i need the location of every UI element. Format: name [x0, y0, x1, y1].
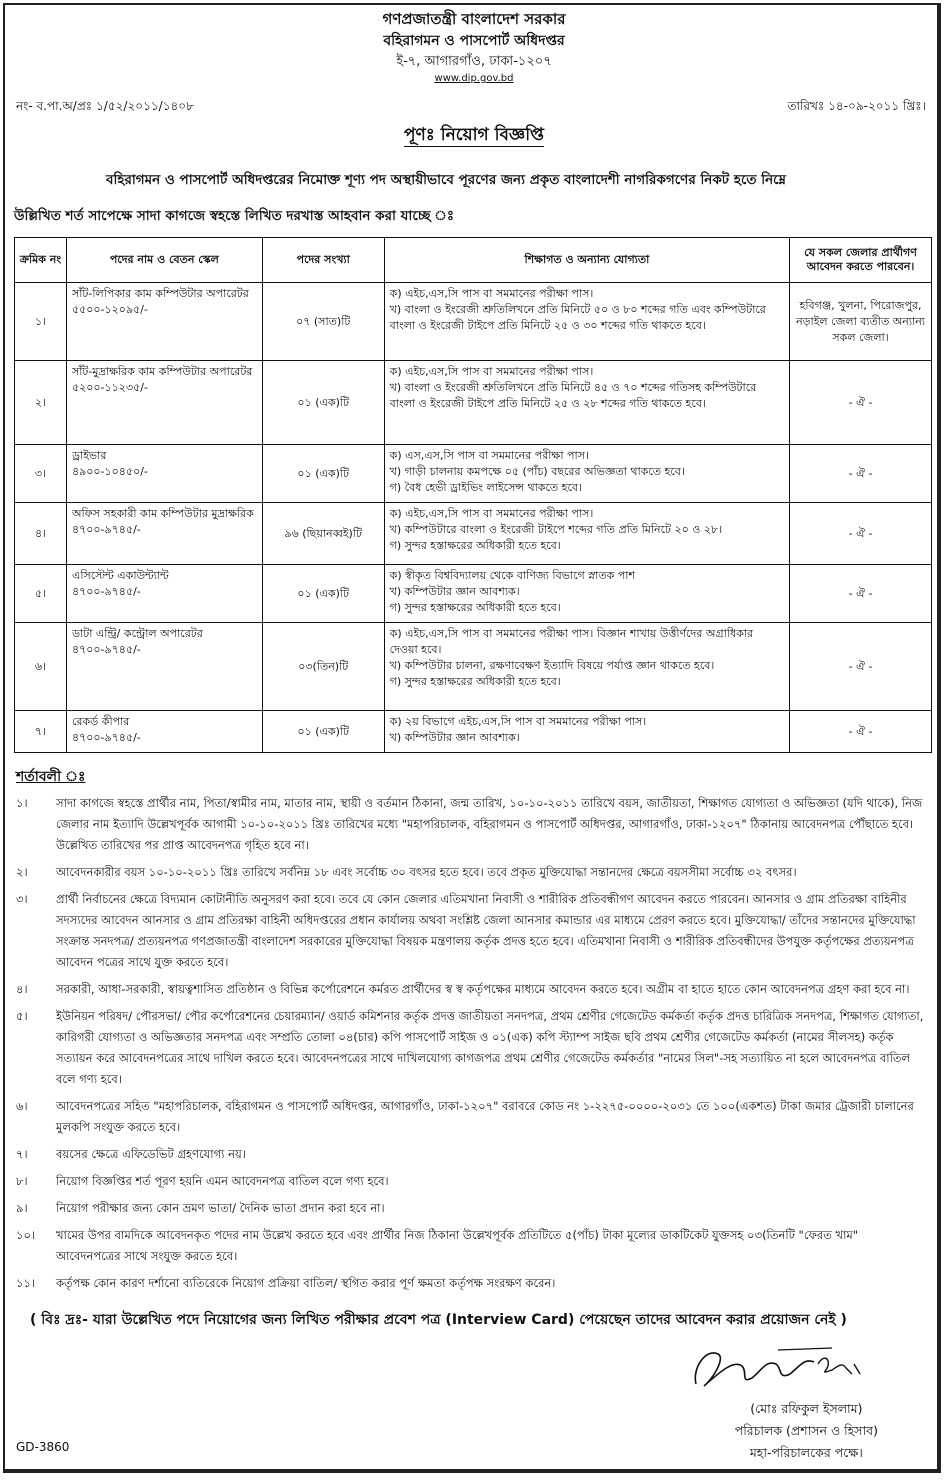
qualification-item: ক) এইচ,এস,সি পাস বা সমমানের পরীক্ষা পাস। বিজ্ঞান শাখায় উত্তীর্ণদের অগ্রাধিকার দেওয়া হবে। [389, 627, 754, 656]
row-post [66, 565, 262, 623]
qualification-item: খ) গাড়ী চালনায় কমপক্ষে ০৫ (পাঁচ) বছরের অভিজ্ঞতা থাকতে হবে। [389, 465, 685, 478]
conditions-heading: শর্তাবলী ঃ [16, 769, 86, 785]
row-post [66, 503, 262, 565]
qualification-item: ক) ২য় বিভাগে এইচ,এস,সি পাস বা সমমানের পরীক্ষা পাস। [389, 715, 647, 728]
condition-item [0, 1096, 948, 1138]
row-serial: ৫। [15, 565, 67, 623]
row-qualification [384, 711, 789, 753]
qualification-item: ক) এইচ,এস,সি পাস বা সমমানের পরীক্ষা পাস। [389, 507, 594, 520]
condition-text: সরকারী, আধা-সরকারী, স্বায়ত্বশাসিত প্রতিষ্ঠান ও বিভিন্ন কর্পোরেশনে কর্মরত প্রার্থীদের স্ব স্ব কর্তৃপক্ষের মাধ্যমে আবেদন করতে হবে। অগ্রীম বা হাতে হাতে কোন আবেদনপত্র গ্রহণ করা হবে না। [56, 982, 910, 996]
qualification-item: খ) বাংলা ও ইংরেজী শ্রুতিলিখনে প্রতি মিনিটে ৫০ ও ৮০ শব্দের গতি এবং কম্পিউটারে বাংলা ও ইংরেজী টাইপে প্রতি মিনিটে ২৫ ও ৩০ শব্দের গতি থাকতে হবে। [389, 303, 766, 332]
memo-number: নং- ব.পা.অ/প্রঃ ১/৫২/২০১১/১৪০৮ [16, 99, 194, 113]
pay-scale: ৫৫০০-১২০৯৫/- [71, 303, 148, 316]
condition-text: খামের উপর বামদিকে আবেদনকৃত পদের নাম উল্লেখ করতে হবে এবং প্রার্থীর নিজ ঠিকানা উল্লেখপূর্বক প্রতিটিতে ৫(পাঁচ) টাকা মূল্যের ডাকটিকেট যুক্তসহ ০৩(তিনটি "ফেরত খাম" আবেদনপত্রের সাথে সংযুক্ত করতে হবে। [56, 1228, 859, 1263]
post-name: ড্রাইভার [71, 449, 107, 462]
col-header-qualification: শিক্ষাগত ও অন্যান্য যোগ্যতা [384, 238, 789, 283]
condition-number: ৩। [16, 892, 28, 906]
condition-item [0, 1171, 948, 1192]
col-header-post: পদের নাম ও বেতন স্কেল [66, 238, 262, 283]
qualification-item: খ) কম্পিউটারে বাংলা ও ইংরেজী টাইপে শব্দের গতি প্রতি মিনিটে ২০ ও ২৮। [389, 523, 723, 536]
pay-scale: ৫২০০-১১২৩৫/- [71, 381, 148, 394]
government-name: গণপ্রজাতন্ত্রী বাংলাদেশ সরকার [382, 10, 566, 28]
condition-text: প্রার্থী নির্বাচনের ক্ষেত্রে বিদ্যমান কোটানীতি অনুসরণ করা হবে। তবে যে কোন জেলার এতিমখানা নিবাসী ও শারীরিক প্রতিবন্ধীগণ আবেদন করতে পারবেন। আনসার ও গ্রাম প্রতিরক্ষা বাহিনীর সদস্যদের আবেদন আনসার ও গ্রাম প্রতিরক্ষা বাহিনী অধিদপ্তরের প্রধান কার্যালয় অথবা সংশ্লিষ্ট জেলা আনসার কমান্ডার এর মাধ্যমে প্রেরণ করতে হবে। মুক্তিযোদ্ধা/ তাঁদের সন্তানদের মুক্তিযোদ্ধা সংক্রান্ত সনদপত্র/ প্রত্যয়নপত্র গণপ্রজাতন্ত্রী বাংলাদেশ সরকারের মুক্তিযোদ্ধা বিষয়ক মন্ত্রণালয় কর্তৃক প্রদত্ত হতে হবে। এতিমখানা নিবাসী ও শারীরিক প্রতিবন্ধীদের উপযুক্ত কর্তৃপক্ষের প্রত্যয়নপত্র আবেদন পত্রের সাথে যুক্ত করতে হবে। [56, 892, 916, 969]
pay-scale: ৪৯০০-১০৪৫০/- [71, 465, 148, 478]
condition-number: ৬। [16, 1099, 28, 1113]
row-serial: ১। [15, 283, 67, 361]
condition-item [0, 979, 948, 1000]
row-count: ৯৬ (ছিয়ানব্বই)টি [262, 503, 384, 565]
condition-item [0, 1006, 948, 1090]
signatory-on-behalf: মহা-পরিচালকের পক্ষে। [749, 1445, 863, 1460]
row-serial: ৭। [15, 711, 67, 753]
table-header-row [15, 238, 932, 283]
row-post [66, 361, 262, 445]
col-header-count: পদের সংখ্যা [262, 238, 384, 283]
intro-paragraph [14, 162, 932, 234]
row-post [66, 623, 262, 711]
condition-text: বয়সের ক্ষেত্রে এফিডেভিট গ্রহণযোগ্য নয়। [56, 1147, 246, 1161]
row-count: ০১ (এক)টি [262, 711, 384, 753]
department-address: ই-৭, আগারগাঁও, ঢাকা-১২০৭ [396, 54, 552, 69]
condition-number: ৪। [16, 982, 28, 996]
department-name: বহিরাগমন ও পাসপোর্ট অধিদপ্তর [383, 33, 565, 49]
condition-number: ২। [16, 865, 28, 879]
qualification-item: খ) কম্পিউটার জ্ঞান আবশ্যক। [389, 585, 520, 598]
row-count: ০১ (এক)টি [262, 445, 384, 503]
conditions-list [0, 793, 948, 1300]
condition-item [0, 862, 948, 883]
condition-item [0, 1144, 948, 1165]
row-qualification [384, 283, 789, 361]
row-district: - ঐ - [790, 623, 932, 711]
qualification-item: ক) এইচ,এস,সি পাস বা সমমানের পরীক্ষা পাস। [389, 365, 594, 378]
row-qualification [384, 445, 789, 503]
qualification-item: ক) এইচ,এস,সি পাস বা সমমানের পরীক্ষা পাস। [389, 287, 594, 300]
qualification-item: খ) বাংলা ও ইংরেজী শ্রুতিলিখনে প্রতি মিনিটে ৪৫ ও ৭০ শব্দের গতিসহ কম্পিউটারে বাংলা ও ইংরেজী টাইপে প্রতি মিনিটে ২৫ ও ২৮ শব্দের গতি থাকতে হবে। [389, 381, 757, 410]
condition-number: ৯। [16, 1201, 28, 1215]
col-header-district: যে সকল জেলার প্রার্থীগণ আবেদন করতে পারবেন। [790, 238, 932, 283]
letterhead [0, 8, 948, 86]
row-district: হবিগঞ্জ, খুলনা, পিরোজপুর, নড়াইল জেলা ব্যতীত অন্যান্য সকল জেলা। [790, 283, 932, 361]
row-qualification [384, 361, 789, 445]
vacancy-table [14, 237, 932, 753]
condition-text: নিয়োগ বিজ্ঞপ্তির শর্ত পূরণ হয়নি এমন আবেদনপত্র বাতিল বলে গণ্য হবে। [56, 1174, 389, 1188]
row-count: ০১ (এক)টি [262, 565, 384, 623]
table-row [15, 623, 932, 711]
row-count: ০৩(তিন)টি [262, 623, 384, 711]
issue-date: তারিখঃ ১৪-০৯-২০১১ খ্রিঃ। [787, 99, 926, 113]
qualification-item: গ) সুন্দর হস্তাক্ষরের অধিকারী হতে হবে। [389, 675, 561, 688]
condition-text: আবেদনকারীর বয়স ১০-১০-২০১১ খ্রিঃ তারিখে সর্বনিম্ন ১৮ এবং সর্বোচ্চ ৩০ বৎসর হতে হবে। তবে প্রকৃত মুক্তিযোদ্ধা সন্তানদের ক্ষেত্রে বয়সসীমা সর্বোচ্চ ৩২ বৎসর। [56, 865, 797, 879]
post-name: সাঁট-লিপিকার কাম কম্পিউটার অপারেটর [71, 287, 249, 300]
condition-text: কর্তৃপক্ষ কোন কারণ দর্শানো ব্যতিরেকে নিয়োগ প্রক্রিয়া বাতিল/ স্থগিত করার পূর্ণ ক্ষমতা কর্তৃপক্ষ সংরক্ষণ করেন। [56, 1276, 556, 1290]
signatory-designation: পরিচালক (প্রশাসন ও হিসাব) [734, 1423, 878, 1438]
pay-scale: ৪৭০০-৯৭৪৫/- [71, 643, 141, 656]
col-header-serial: ক্রমিক নং [15, 238, 67, 283]
row-post [66, 711, 262, 753]
qualification-item: গ) সুন্দর হস্তাক্ষরের অধিকারী হতে হবে। [389, 601, 561, 614]
table-row [15, 283, 932, 361]
page-title-text: পূণঃ নিয়োগ বিজ্ঞপ্তি [403, 125, 545, 145]
row-count: ০১ (এক)টি [262, 361, 384, 445]
page-title [0, 122, 948, 150]
table-row [15, 361, 932, 445]
qualification-item: ক) এস,এস,সি পাস বা সমমানের পরীক্ষা পাস। [389, 449, 589, 462]
row-qualification [384, 623, 789, 711]
intro-line-1: বহিরাগমন ও পাসপোর্ট অধিদপ্তরের নিমোক্ত শূণ্য পদ অস্থায়ীভাবে পূরণের জন্য প্রকৃত বাংলাদেশী নাগরিকগণের নিকট হতে নিম্নে [106, 172, 787, 188]
condition-number: ৭। [16, 1147, 28, 1161]
post-name: অফিস সহকারী কাম কম্পিউটার মুদ্রাক্ষরিক [71, 507, 254, 520]
table-row [15, 711, 932, 753]
qualification-item: গ) সুন্দর হস্তাক্ষরের অধিকারী হতে হবে। [389, 539, 561, 552]
pay-scale: ৪৭০০-৯৭৪৫/- [71, 585, 141, 598]
row-district: - ঐ - [790, 361, 932, 445]
row-serial: ৪। [15, 503, 67, 565]
row-post [66, 283, 262, 361]
row-qualification [384, 565, 789, 623]
qualification-item: খ) কম্পিউটার চালনা, রক্ষণাবেক্ষণ ইত্যাদি বিষয়ে পর্যাপ্ত জ্ঞান থাকতে হবে। [389, 659, 715, 672]
post-name: ডাটা এন্ট্রি/ কন্ট্রোল অপারেটর [71, 627, 203, 640]
website-link[interactable]: www.dip.gov.bd [434, 73, 514, 84]
condition-text: নিয়োগ পরীক্ষার জন্য কোন ভ্রমণ ভাতা/ দৈনিক ভাতা প্রদান করা হবে না। [56, 1201, 385, 1215]
condition-number: ১। [16, 796, 28, 810]
special-note: ( বিঃ দ্রঃ- যারা উল্লেখিত পদে নিয়োগের জন্য লিখিত পরীক্ষার প্রবেশ পত্র (Interview Card) পেয়েছেন তাদের আবেদন করার প্রয়োজন নেই ) [30, 1312, 847, 1328]
table-row [15, 445, 932, 503]
qualification-item: গ) বৈধ হেভী ড্রাইভিং লাইসেন্স থাকতে হবে। [389, 481, 582, 494]
table-row [15, 503, 932, 565]
condition-item [0, 1225, 948, 1267]
row-district: - ঐ - [790, 503, 932, 565]
post-name: এসিস্টেন্ট একাউন্ট্যান্ট [71, 569, 169, 582]
row-post [66, 445, 262, 503]
condition-item [0, 793, 948, 856]
qualification-item: খ) কম্পিউটার জ্ঞান আবশ্যক। [389, 731, 520, 744]
row-serial: ২। [15, 361, 67, 445]
row-district: - ঐ - [790, 565, 932, 623]
qualification-item: ক) স্বীকৃত বিশ্ববিদ্যালয় থেকে বাণিজ্য বিভাগে স্নাতক পাশ [389, 569, 635, 582]
pay-scale: ৪৭০০-৯৭৪৫/- [71, 731, 141, 744]
signatory-name: (মোঃ রফিকুল ইসলাম) [750, 1401, 863, 1416]
condition-item [0, 1198, 948, 1219]
condition-number: ১১। [16, 1276, 36, 1290]
row-district: - ঐ - [790, 711, 932, 753]
gd-code: GD-3860 [16, 1440, 70, 1454]
condition-text: আবেদনপত্রের সহিত "মহাপরিচালক, বহিরাগমন ও পাসপোর্ট অধিদপ্তর, আগারগাঁও, ঢাকা-১২০৭" বরাবরে কোড নং ১-২২৭৫-০০০০-২০৩১ তে ১০০(একশত) টাকা জমার ট্রেজারী চালানের মুলকপি সংযুক্ত করতে হবে। [56, 1099, 914, 1134]
row-serial: ৬। [15, 623, 67, 711]
post-name: রেকর্ড কীপার [71, 715, 130, 728]
row-count: ০৭ (সাত)টি [262, 283, 384, 361]
row-serial: ৩। [15, 445, 67, 503]
condition-text: ইউনিয়ন পরিষদ/ পৌরসভা/ পৌর কর্পোরেশনের চেয়ারম্যান/ ওয়ার্ড কমিশনার কর্তৃক প্রদত্ত জাতীয়তা সনদপত্র, প্রথম শ্রেণীর গেজেটেড কর্মকর্তা কর্তৃক প্রদত্ত চারিত্রিক সনদপত্র, শিক্ষাগত যোগ্যতা, কারিগরী যোগ্যতা ও অভিজ্ঞতার সনদপত্র এবং সম্প্রতি তোলা ০৪(চার) কপি পাসপোর্ট সাইজ ও ০১(এক) কপি স্ট্যাম্প সাইজ ছবি প্রথম শ্রেণীর গেজেটেড কর্মকর্তা (নামের সীলসহ) কর্তৃক সত্যায়ন করে আবেদনপত্রের সাথে দাখিল করতে হবে। আবেদনপত্রের সাথে দাখিলযোগ্য কাগজপত্র প্রথম শ্রেণীর গেজেটেড কর্মকর্তার "নামের সিল"-সহ সত্যায়িত না হলে আবেদনপত্র বাতিল বলে গণ্য হবে। [56, 1009, 924, 1086]
condition-number: ৮। [16, 1174, 28, 1188]
signature-block [735, 1398, 878, 1464]
intro-line-2: উল্লিখিত শর্ত সাপেক্ষে সাদা কাগজে স্বহস্তে লিখিত দরখাস্ত আহবান করা যাচ্ছে ঃ [14, 208, 455, 224]
condition-item [0, 889, 948, 973]
condition-number: ১০। [16, 1228, 36, 1242]
condition-text: সাদা কাগজে স্বহস্তে প্রার্থীর নাম, পিতা/স্বামীর নাম, মাতার নাম, স্থায়ী ও বর্তমান ঠিকানা, জন্ম তারিখ, ১০-১০-২০১১ তারিখে বয়স, জাতীয়তা, শিক্ষাগত যোগ্যতা ও অভিজ্ঞতা (যদি থাকে), নিজ জেলার নাম ইত্যাদি উল্লেখপূর্বক আগামী ১০-১০-২০১১ খ্রিঃ তারিখের মধ্যে "মহাপরিচালক, বহিরাগমন ও পাসপোর্ট অধিদপ্তর, আগারগাঁও, ঢাকা-১২০৭" ঠিকানায় আবেদনপত্র পৌঁছাতে হবে। উল্লেখিত তারিখের পর প্রাপ্ত আবেদনপত্র গৃহিত হবে না। [56, 796, 923, 852]
condition-item [0, 1273, 948, 1294]
condition-number: ৫। [16, 1009, 28, 1023]
post-name: সাঁট-মুদ্রাক্ষরিক কাম কম্পিউটার অপারেটর [71, 365, 253, 378]
handwritten-signature [682, 1340, 872, 1398]
pay-scale: ৪৭০০-৯৭৪৫/- [71, 523, 141, 536]
row-district: - ঐ - [790, 445, 932, 503]
table-row [15, 565, 932, 623]
row-qualification [384, 503, 789, 565]
